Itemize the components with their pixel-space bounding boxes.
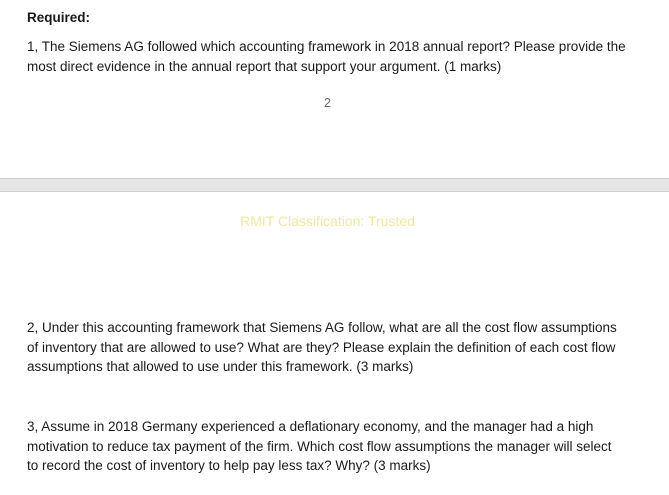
question-3: 3, Assume in 2018 Germany experienced a deflationary economy, and the manager had a high motivation to reduce tax payment of the firm. Which cost flow assumptions the manager will select to record the cost of inventory to help pay less tax? Why? (3 marks) [27, 419, 612, 473]
page-number: 2 [324, 96, 331, 110]
page-break [0, 178, 669, 192]
classification-header: RMIT Classification: Trusted [240, 213, 415, 229]
document-page-1 [0, 0, 669, 178]
question-2: 2, Under this accounting framework that Siemens AG follow, what are all the cost flow assumptions of inventory that are allowed to use? What are they? Please explain the definition of each cost flow assumptions that allowed to use under this framework. (3 marks) [27, 320, 617, 374]
document-page-2 [0, 192, 669, 495]
section-heading: Required: [27, 10, 91, 25]
question-1: 1, The Siemens AG followed which accounting framework in 2018 annual report? Please provide the most direct evidence in the annual report that support your argument. (1 marks) [27, 39, 626, 74]
